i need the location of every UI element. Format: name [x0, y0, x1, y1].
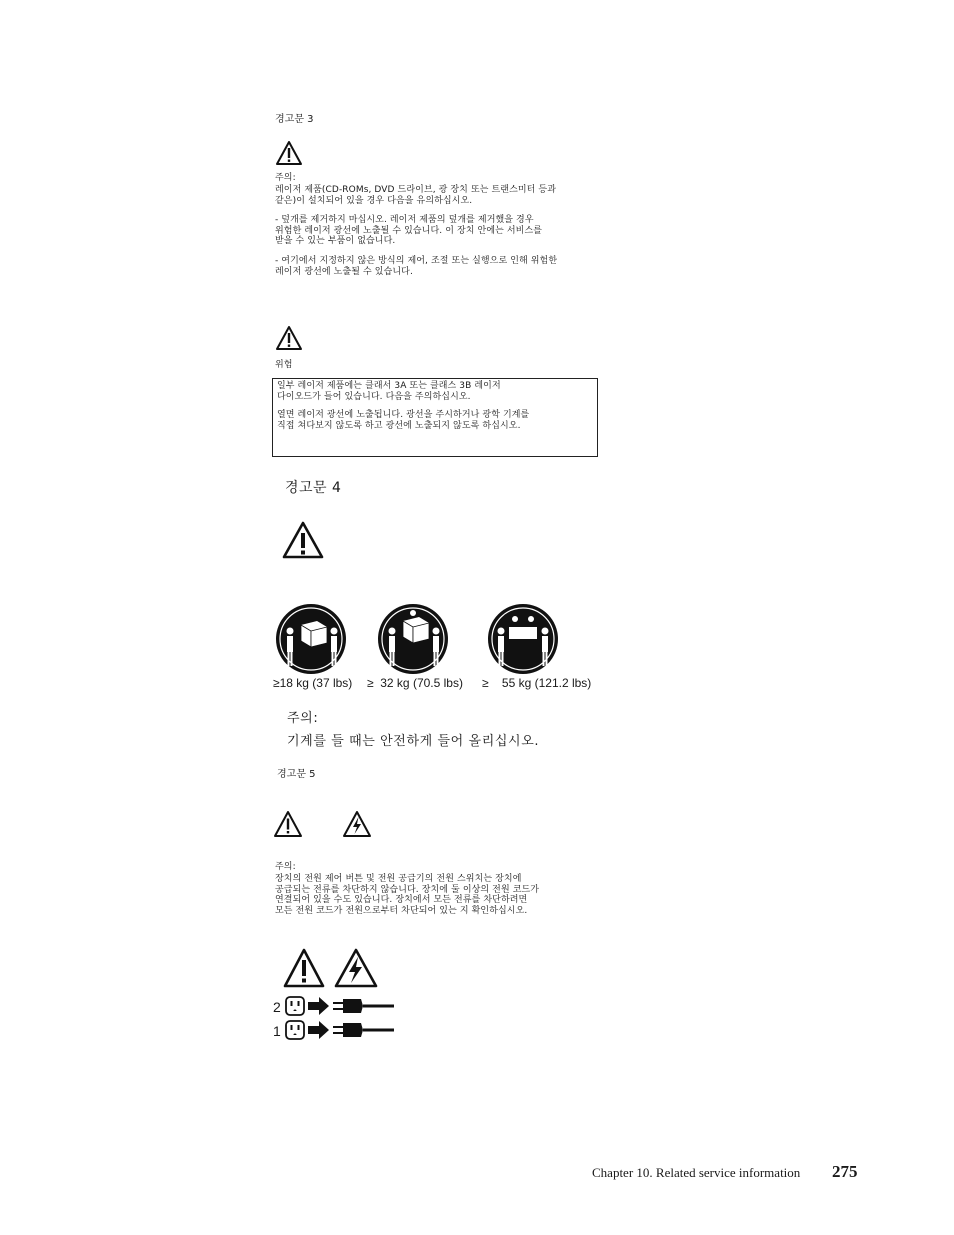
statement-4-heading: 경고문 4 — [285, 480, 342, 496]
three-person-lift-icon — [377, 603, 449, 675]
warning-triangle-icon — [275, 325, 303, 351]
warning-triangle-icon — [282, 947, 326, 989]
danger-box — [272, 378, 598, 457]
power-outlet-icon — [285, 1020, 305, 1040]
weight-label-3: ≥ 55 kg (121.2 lbs) — [482, 676, 592, 690]
arrow-right-icon — [308, 1020, 330, 1040]
arrow-right-icon — [308, 996, 330, 1016]
statement-4-caution-label: 주의: — [287, 711, 319, 726]
footer-chapter: Chapter 10. Related service information — [592, 1165, 801, 1180]
statement-3-heading: 경고문 3 — [275, 114, 314, 125]
four-person-lift-icon — [487, 603, 559, 675]
weight-label-2: ≥ 32 kg (70.5 lbs) — [367, 676, 463, 690]
statement-3-bullet-1: - 덮개를 제거하지 마십시오. 레이저 제품의 덮개를 제거했을 경우 위험한 레이저 광선에 노출될 수 있습니다. 이 장치 안에는 서비스를 받을 수 있는 부품이 없습니다. — [275, 215, 543, 246]
warning-triangle-icon — [281, 520, 325, 560]
plug-label-2: 2 — [273, 999, 281, 1015]
danger-text-1: 일부 레이저 제품에는 클래서 3A 또는 클래스 3B 레이저 다이오드가 들어 있습니다. 다음을 주의하십시오. — [277, 381, 501, 402]
page-number: 275 — [832, 1162, 858, 1181]
danger-label: 위험 — [275, 360, 293, 370]
plug-label-1: 1 — [273, 1023, 281, 1039]
statement-5-heading: 경고문 5 — [277, 769, 316, 780]
high-voltage-icon — [342, 810, 372, 838]
statement-3-bullet-2: - 여기에서 지정하지 않은 방식의 제어, 조절 또는 실행으로 인해 위험한 레이저 광선에 노출될 수 있습니다. — [275, 256, 558, 277]
high-voltage-icon — [333, 947, 379, 989]
power-plug-icon — [331, 1020, 395, 1040]
two-person-lift-icon — [275, 603, 347, 675]
warning-triangle-icon — [273, 810, 303, 838]
weight-label-1: ≥18 kg (37 lbs) — [273, 676, 353, 690]
power-plug-icon — [331, 996, 395, 1016]
statement-3-caution-label: 주의: — [275, 173, 296, 183]
power-outlet-icon — [285, 996, 305, 1016]
statement-5-text: 장치의 전원 제어 버튼 및 전원 공급기의 전원 스위치는 장치에 공급되는 전류를 차단하지 않습니다. 장치에 둘 이상의 전원 코드가 연결되어 있을 수도 있습니다. 장치에서 모든 전류를 차단하려면 모든 전원 코드가 전원으로부터 차단되어 있는 지 확인하십시오. — [275, 874, 540, 916]
warning-triangle-icon — [275, 140, 303, 166]
danger-text-2: 열면 레이저 광선에 노출됩니다. 광선을 주시하거나 광학 기계를 직접 쳐다보지 않도록 하고 광선에 노출되지 않도록 하십시오. — [277, 410, 530, 431]
statement-3-intro: 레이저 제품(CD-ROMs, DVD 드라이브, 광 장치 또는 트랜스미터 등과 같은)이 설치되어 있을 경우 다음을 유의하십시오. — [275, 185, 557, 206]
statement-5-caution-label: 주의: — [275, 862, 296, 872]
statement-4-text: 기계를 들 때는 안전하게 들어 올리십시오. — [287, 734, 540, 749]
